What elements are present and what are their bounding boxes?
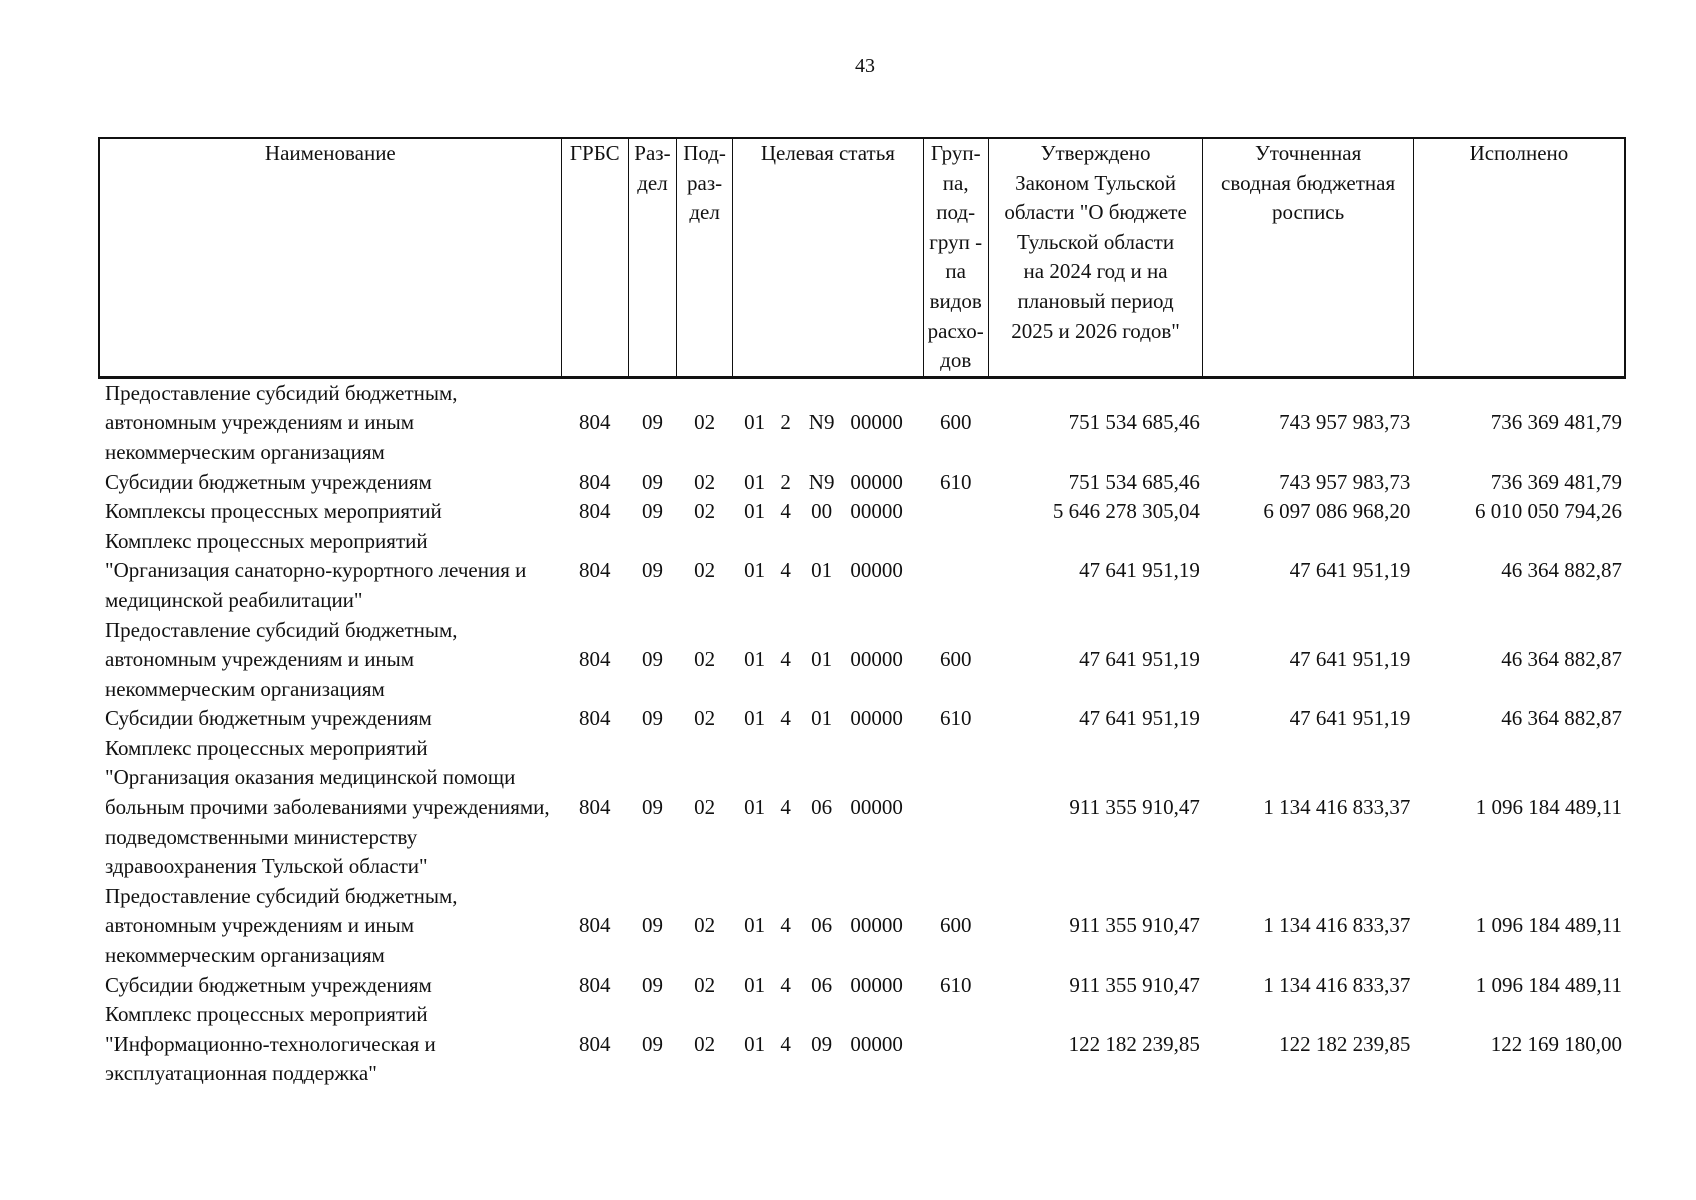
target-type: 4	[780, 795, 791, 820]
budget-table	[98, 137, 1626, 1089]
table-row	[99, 527, 1625, 616]
cell-grbs: 804	[579, 1031, 611, 1056]
cell-razdel: 09	[641, 913, 663, 938]
cell-razdel: 09	[641, 558, 663, 583]
cell-executed: 46 364 882,87	[1501, 647, 1622, 672]
target-structure: 00	[811, 499, 833, 524]
table-body	[99, 377, 1625, 1089]
target-program: 01	[744, 1031, 766, 1056]
target-type: 4	[780, 558, 791, 583]
cell-approved: 47 641 951,19	[1079, 558, 1200, 583]
target-structure: 06	[811, 972, 833, 997]
cell-razdel: 09	[641, 469, 663, 494]
cell-podrazdel: 02	[694, 1031, 716, 1056]
cell-refined: 1 134 416 833,37	[1263, 913, 1411, 938]
cell-podrazdel: 02	[694, 647, 716, 672]
target-type: 2	[780, 410, 791, 435]
target-type: 4	[780, 499, 791, 524]
cell-refined: 6 097 086 968,20	[1263, 499, 1411, 524]
table-row	[99, 1000, 1625, 1089]
target-program: 01	[744, 647, 766, 672]
table-header	[99, 138, 1625, 377]
cell-grbs: 804	[579, 499, 611, 524]
cell-target	[733, 704, 923, 734]
cell-grbs: 804	[579, 469, 611, 494]
cell-grbs: 804	[579, 706, 611, 731]
cell-executed: 46 364 882,87	[1501, 706, 1622, 731]
header-grbs: ГРБС	[561, 138, 628, 377]
cell-group: 600	[939, 410, 972, 435]
cell-refined: 47 641 951,19	[1289, 647, 1411, 672]
cell-grbs: 804	[579, 410, 611, 435]
target-program: 01	[744, 469, 766, 494]
cell-executed: 6 010 050 794,26	[1475, 499, 1622, 524]
target-program: 01	[744, 913, 766, 938]
cell-target	[733, 1000, 923, 1089]
cell-target	[733, 527, 923, 616]
cell-podrazdel: 02	[694, 972, 716, 997]
target-type: 4	[780, 972, 791, 997]
target-program: 01	[744, 795, 766, 820]
target-structure: N9	[808, 469, 835, 494]
cell-name: Предоставление субсидий бюджетным, автономным учреждениям и иным некоммерческим организациям	[105, 617, 458, 701]
cell-grbs: 804	[579, 558, 611, 583]
cell-group: 610	[939, 972, 972, 997]
target-type: 4	[780, 913, 791, 938]
cell-group	[923, 527, 988, 616]
target-direction: 00000	[850, 469, 903, 494]
cell-group: 610	[939, 469, 972, 494]
target-structure: 06	[811, 795, 833, 820]
cell-approved: 911 355 910,47	[1069, 972, 1200, 997]
cell-group	[923, 497, 988, 527]
table-row	[99, 497, 1625, 527]
table-row	[99, 734, 1625, 882]
cell-refined: 743 957 983,73	[1279, 469, 1411, 494]
page-number: 43	[855, 55, 875, 77]
target-type: 4	[780, 1031, 791, 1056]
cell-refined: 743 957 983,73	[1279, 410, 1411, 435]
cell-approved: 5 646 278 305,04	[1052, 499, 1200, 524]
target-direction: 00000	[850, 1031, 903, 1056]
cell-name: Предоставление субсидий бюджетным, автономным учреждениям и иным некоммерческим организациям	[105, 883, 458, 968]
cell-group: 600	[939, 913, 972, 938]
cell-approved: 122 182 239,85	[1068, 1031, 1200, 1056]
cell-name: Субсидии бюджетным учреждениям	[105, 706, 432, 731]
target-program: 01	[744, 410, 766, 435]
target-direction: 00000	[850, 499, 903, 524]
header-refined: Уточненная сводная бюджетная роспись	[1203, 138, 1414, 377]
cell-name: Субсидии бюджетным учреждениям	[105, 972, 432, 997]
cell-name: Комплекс процессных мероприятий "Информационно-технологическая и эксплуатационная поддержка"	[105, 1002, 436, 1086]
cell-refined: 47 641 951,19	[1289, 558, 1411, 583]
cell-executed: 1 096 184 489,11	[1475, 913, 1622, 938]
target-program: 01	[744, 706, 766, 731]
table-row	[99, 704, 1625, 734]
table-row	[99, 468, 1625, 498]
target-structure: 01	[811, 706, 833, 731]
cell-refined: 47 641 951,19	[1289, 706, 1411, 731]
cell-podrazdel: 02	[694, 795, 716, 820]
cell-grbs: 804	[579, 913, 611, 938]
cell-executed: 736 369 481,79	[1490, 469, 1622, 494]
target-type: 2	[780, 469, 791, 494]
cell-refined: 122 182 239,85	[1279, 1031, 1411, 1056]
header-podrazdel: Под- раз- дел	[677, 138, 733, 377]
target-structure: 09	[811, 1031, 833, 1056]
header-approved: Утверждено Законом Тульской области "О бюджете Тульской области на 2024 год и на плановый период 2025 и 2026 годов"	[988, 138, 1203, 377]
cell-podrazdel: 02	[694, 469, 716, 494]
target-direction: 00000	[850, 647, 903, 672]
cell-group: 610	[939, 706, 972, 731]
cell-grbs: 804	[579, 795, 611, 820]
table-row	[99, 616, 1625, 705]
target-direction: 00000	[850, 972, 903, 997]
cell-name: Комплекс процессных мероприятий "Организация санаторно-курортного лечения и медицинской реабилитации"	[105, 528, 527, 612]
table-row	[99, 882, 1625, 971]
target-direction: 00000	[850, 795, 903, 820]
table-row	[99, 377, 1625, 467]
cell-executed: 46 364 882,87	[1501, 558, 1622, 583]
target-type: 4	[780, 706, 791, 731]
cell-approved: 47 641 951,19	[1079, 647, 1200, 672]
cell-razdel: 09	[641, 795, 663, 820]
cell-target	[733, 468, 923, 498]
cell-razdel: 09	[641, 647, 663, 672]
cell-target	[733, 497, 923, 527]
target-structure: 01	[811, 647, 833, 672]
cell-approved: 911 355 910,47	[1069, 795, 1200, 820]
cell-razdel: 09	[641, 706, 663, 731]
cell-target	[733, 377, 923, 467]
cell-grbs: 804	[579, 972, 611, 997]
cell-group	[923, 734, 988, 882]
target-direction: 00000	[850, 410, 903, 435]
target-program: 01	[744, 972, 766, 997]
target-program: 01	[744, 558, 766, 583]
header-group: Груп- па, под- груп - па видов расхо- дов	[923, 138, 988, 377]
cell-executed: 122 169 180,00	[1490, 1031, 1622, 1056]
cell-approved: 911 355 910,47	[1069, 913, 1200, 938]
cell-name: Комплексы процессных мероприятий	[105, 499, 442, 524]
cell-target	[733, 971, 923, 1001]
cell-name: Субсидии бюджетным учреждениям	[105, 469, 432, 494]
cell-podrazdel: 02	[694, 499, 716, 524]
target-direction: 00000	[850, 558, 903, 583]
cell-razdel: 09	[641, 499, 663, 524]
cell-executed: 736 369 481,79	[1490, 410, 1622, 435]
cell-executed: 1 096 184 489,11	[1475, 972, 1622, 997]
cell-target	[733, 734, 923, 882]
cell-target	[733, 882, 923, 971]
target-program: 01	[744, 499, 766, 524]
cell-podrazdel: 02	[694, 558, 716, 583]
header-razdel: Раз- дел	[628, 138, 676, 377]
target-direction: 00000	[850, 913, 903, 938]
target-structure: N9	[808, 410, 835, 435]
header-name: Наименование	[99, 138, 561, 377]
target-structure: 01	[811, 558, 833, 583]
cell-group	[923, 1000, 988, 1089]
target-structure: 06	[811, 913, 833, 938]
cell-name: Комплекс процессных мероприятий "Организация оказания медицинской помощи больным прочими заболеваниями учреждениями, подведомственными министерству здравоохранения Тульской области"	[105, 735, 550, 879]
cell-podrazdel: 02	[694, 913, 716, 938]
cell-approved: 751 534 685,46	[1068, 410, 1200, 435]
cell-target	[733, 616, 923, 705]
cell-approved: 47 641 951,19	[1079, 706, 1200, 731]
cell-name: Предоставление субсидий бюджетным, автономным учреждениям и иным некоммерческим организациям	[105, 380, 458, 464]
cell-refined: 1 134 416 833,37	[1263, 972, 1411, 997]
cell-razdel: 09	[641, 410, 663, 435]
header-executed: Исполнено	[1413, 138, 1625, 377]
header-target: Целевая статья	[733, 138, 923, 377]
cell-group: 600	[939, 647, 972, 672]
target-type: 4	[780, 647, 791, 672]
cell-razdel: 09	[641, 972, 663, 997]
target-direction: 00000	[850, 706, 903, 731]
cell-podrazdel: 02	[694, 706, 716, 731]
table-row	[99, 971, 1625, 1001]
cell-executed: 1 096 184 489,11	[1475, 795, 1622, 820]
cell-podrazdel: 02	[694, 410, 716, 435]
cell-approved: 751 534 685,46	[1068, 469, 1200, 494]
cell-razdel: 09	[641, 1031, 663, 1056]
cell-grbs: 804	[579, 647, 611, 672]
cell-refined: 1 134 416 833,37	[1263, 795, 1411, 820]
